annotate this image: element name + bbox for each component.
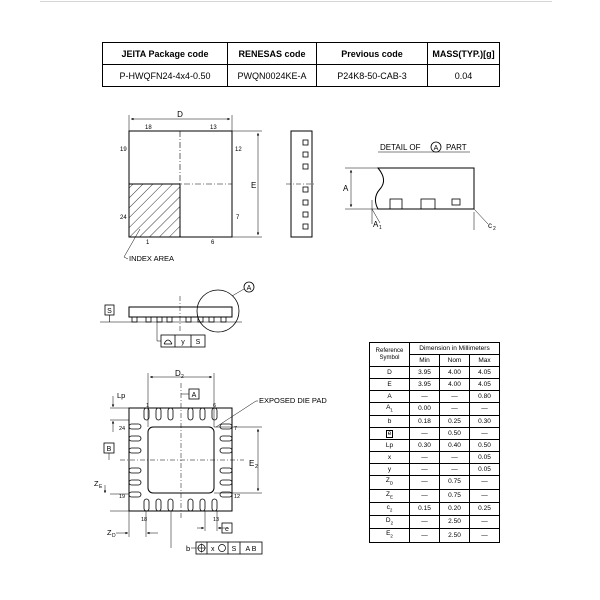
bottom-pin-7: 7 — [234, 426, 238, 432]
table-row — [370, 489, 500, 502]
min-cell: — — [410, 391, 440, 403]
min-cell: — — [410, 516, 440, 529]
symbol-cell — [370, 516, 410, 529]
table-row — [370, 464, 500, 476]
nom-cell: 0.20 — [440, 502, 470, 515]
pin-13-label: 13 — [210, 125, 217, 131]
min-cell: — — [410, 464, 440, 476]
dim-table-header-row — [370, 343, 500, 355]
symbol-cell — [370, 464, 410, 476]
bottom-pin-19: 19 — [119, 494, 126, 500]
table-row — [370, 502, 500, 515]
max-cell: — — [470, 476, 500, 489]
bottom-pin-13: 13 — [213, 517, 220, 523]
symbol-cell — [370, 489, 410, 502]
min-cell: 0.15 — [410, 502, 440, 515]
value-previous: P24K8-50-CAB-3 — [317, 65, 428, 87]
symbol-cell — [370, 367, 410, 379]
value-renesas: PWQN0024KE-A — [228, 65, 317, 87]
symbol-sub: 1 — [390, 407, 393, 413]
flatness-ref-label: S — [195, 339, 201, 346]
symbol-main: b — [387, 417, 392, 425]
pin-6-label: 6 — [211, 240, 215, 246]
ref-symbol-header: Reference Symbol — [370, 343, 410, 367]
index-area-hatch — [129, 184, 180, 237]
nom-cell: 2.50 — [440, 529, 470, 542]
symbol-main: A — [387, 392, 392, 400]
symbol-main: Z — [385, 477, 390, 485]
symbol-cell — [370, 379, 410, 391]
bottom-pin-1: 1 — [146, 403, 150, 409]
symbol-cell — [370, 440, 410, 452]
max-cell: — — [470, 516, 500, 529]
table-row — [370, 516, 500, 529]
nom-cell: — — [440, 391, 470, 403]
dim-d-label: D — [177, 110, 183, 119]
table-row — [370, 440, 500, 452]
min-header: Min — [410, 355, 440, 367]
ze-label: Z — [94, 479, 99, 488]
table-row — [370, 367, 500, 379]
max-cell: 4.05 — [470, 379, 500, 391]
exposed-die-pad-label: EXPOSED DIE PAD — [259, 396, 327, 405]
symbol-cell — [370, 416, 410, 428]
symbol-cell — [370, 502, 410, 515]
symbol-sub: E — [389, 493, 393, 499]
detail-title: DETAIL OF — [380, 143, 421, 152]
symbol-cell — [370, 403, 410, 416]
bottom-pins-bottom — [144, 499, 217, 511]
dim-d2-label: D — [175, 369, 181, 378]
pitch-e-label: e — [225, 526, 229, 533]
lp-label: Lp — [117, 391, 126, 400]
table-row — [370, 529, 500, 542]
bottom-pins-right — [220, 424, 232, 497]
dim-e-label: E — [251, 181, 257, 190]
index-area-label: INDEX AREA — [129, 254, 175, 263]
bottom-pin-6: 6 — [213, 403, 217, 409]
min-cell: — — [410, 529, 440, 542]
nom-cell: 4.00 — [440, 379, 470, 391]
min-cell: — — [410, 489, 440, 502]
dimension-table — [369, 342, 500, 543]
symbol-sub: 2 — [390, 533, 393, 539]
nom-cell: 0.50 — [440, 428, 470, 440]
pin-24-label: 24 — [120, 215, 127, 221]
table-row — [370, 452, 500, 464]
symbol-main: x — [387, 453, 392, 461]
max-cell: — — [470, 529, 500, 542]
detail-marker-label: A — [433, 145, 439, 152]
detail-dim-c2: c — [488, 221, 492, 230]
nom-cell: — — [440, 403, 470, 416]
pin-7-label: 7 — [236, 215, 240, 221]
max-cell: — — [470, 428, 500, 440]
max-cell: — — [470, 403, 500, 416]
flatness-symbol-icon — [164, 340, 172, 344]
fcf-ab-label: A B — [245, 546, 257, 553]
symbol-main: y — [387, 465, 392, 473]
nom-header: Nom — [440, 355, 470, 367]
min-cell: 0.00 — [410, 403, 440, 416]
symbol-main: E — [387, 380, 392, 388]
header-previous: Previous code — [317, 43, 428, 65]
symbol-main: D — [385, 517, 391, 525]
symbol-main: E — [386, 530, 391, 538]
bottom-pins-left — [129, 424, 141, 497]
dim-mm-header: Dimension in Millimeters — [410, 343, 500, 355]
detail-dim-a: A — [343, 184, 349, 193]
pin-12-label: 12 — [235, 147, 242, 153]
symbol-main: c — [386, 503, 390, 511]
bottom-view — [94, 369, 327, 554]
nom-cell: 0.25 — [440, 416, 470, 428]
value-mass: 0.04 — [428, 65, 500, 87]
datum-b-label: B — [106, 446, 112, 453]
zd-sub: D — [112, 533, 116, 539]
max-cell: 0.25 — [470, 502, 500, 515]
detail-circle — [197, 290, 239, 332]
table-row — [370, 416, 500, 428]
header-mass: MASS(TYP.)[g] — [428, 43, 500, 65]
pin-1-label: 1 — [146, 240, 150, 246]
symbol-main: D — [387, 368, 392, 376]
symbol-main: e — [387, 429, 392, 437]
max-cell: 0.05 — [470, 452, 500, 464]
nom-cell: 2.50 — [440, 516, 470, 529]
max-cell: 0.50 — [470, 440, 500, 452]
nom-cell: 0.40 — [440, 440, 470, 452]
bottom-pin-12: 12 — [234, 494, 241, 500]
max-cell: 0.30 — [470, 416, 500, 428]
pin-18-label: 18 — [145, 125, 152, 131]
symbol-sub: 2 — [390, 520, 394, 526]
max-cell: 4.05 — [470, 367, 500, 379]
symbol-cell — [370, 391, 410, 403]
max-cell: 0.80 — [470, 391, 500, 403]
nom-cell: 4.00 — [440, 367, 470, 379]
header-jeita: JEITA Package code — [103, 43, 228, 65]
table-row — [370, 428, 500, 440]
min-cell: — — [410, 476, 440, 489]
fcf-x-label: x — [211, 546, 215, 553]
max-cell: 0.05 — [470, 464, 500, 476]
detail-dim-a1-sub: 1 — [379, 225, 382, 231]
table-row — [370, 391, 500, 403]
datum-s-label: S — [107, 308, 112, 315]
nom-cell: — — [440, 464, 470, 476]
detail-dim-c2-sub: 2 — [493, 226, 496, 232]
side-view — [100, 282, 254, 347]
symbol-cell — [370, 428, 410, 440]
fcf-s-label: S — [231, 546, 237, 553]
bottom-pin-18: 18 — [141, 517, 148, 523]
side-detail-marker: A — [246, 285, 252, 292]
flatness-y-label: y — [181, 339, 185, 346]
detail-part-label: PART — [446, 143, 467, 152]
min-cell: 3.95 — [410, 367, 440, 379]
min-cell: 3.95 — [410, 379, 440, 391]
table-row — [370, 379, 500, 391]
bottom-pin-24: 24 — [119, 426, 126, 432]
symbol-cell — [370, 529, 410, 542]
max-header: Max — [470, 355, 500, 367]
symbol-main: Z — [386, 490, 390, 498]
symbol-cell — [370, 476, 410, 489]
min-cell: 0.18 — [410, 416, 440, 428]
nom-cell: 0.75 — [440, 476, 470, 489]
nom-cell: — — [440, 452, 470, 464]
symbol-main: A — [386, 404, 391, 411]
symbol-sub: 2 — [389, 507, 393, 513]
max-cell: — — [470, 489, 500, 502]
min-cell: — — [410, 452, 440, 464]
symbol-main: Lp — [385, 441, 394, 449]
min-cell: — — [410, 428, 440, 440]
zd-label: Z — [107, 528, 112, 537]
header-renesas: RENESAS code — [228, 43, 317, 65]
value-jeita: P-HWQFN24-4x4-0.50 — [103, 65, 228, 87]
fcf-b-label: b — [186, 544, 191, 553]
dim-e2-sub: 2 — [255, 464, 258, 470]
min-cell: 0.30 — [410, 440, 440, 452]
detail-a-view — [343, 142, 496, 232]
bottom-pins-top — [144, 408, 217, 420]
datum-a-label: A — [191, 392, 197, 399]
detail-dim-a1: A — [373, 220, 379, 229]
dim-e2-label: E — [249, 459, 255, 468]
table-row — [370, 403, 500, 416]
pin-19-label: 19 — [120, 147, 127, 153]
ze-sub: E — [99, 484, 103, 490]
symbol-cell — [370, 452, 410, 464]
dim-d2-sub: 2 — [181, 374, 184, 380]
mmc-icon — [219, 545, 226, 552]
symbol-sub: D — [389, 480, 394, 486]
nom-cell: 0.75 — [440, 489, 470, 502]
end-view — [286, 131, 316, 237]
top-view — [120, 110, 262, 263]
table-row — [370, 476, 500, 489]
